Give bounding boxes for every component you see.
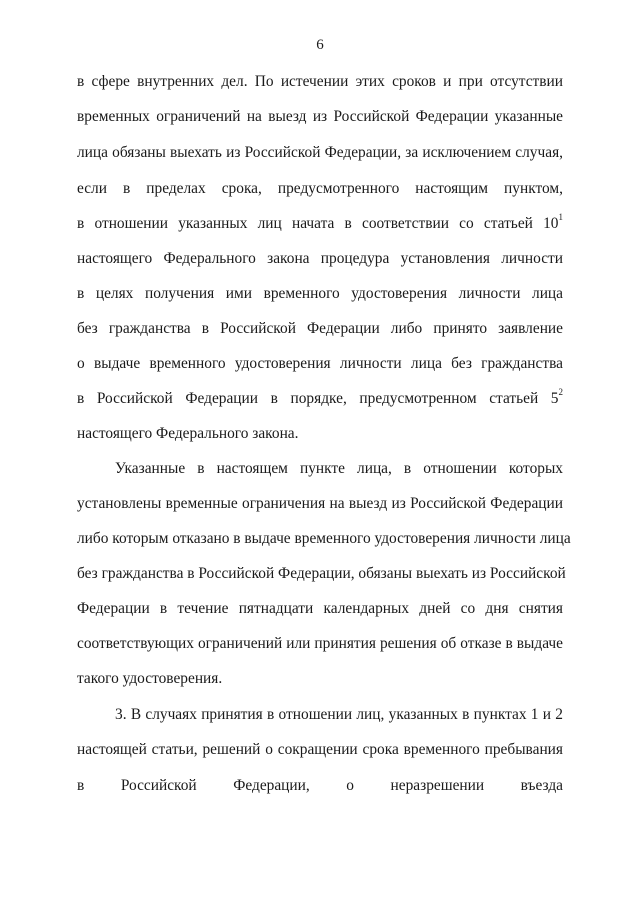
- text-line: без гражданства в Российской Федерации либо принято заявление: [77, 320, 563, 337]
- text-line: такого удостоверения.: [77, 670, 223, 687]
- text-line: настоящей статьи, решений о сокращении срока временного пребывания: [77, 741, 563, 758]
- text-line-content: в Российской Федерации в порядке, предусмотренном статьей 5: [77, 390, 559, 407]
- text-line: о выдаче временного удостоверения личности лица без гражданства: [77, 355, 563, 372]
- text-line: установлены временные ограничения на выезд из Российской Федерации: [77, 495, 563, 512]
- text-line: без гражданства в Российской Федерации, обязаны выехать из Российской: [77, 565, 566, 582]
- text-line: временных ограничений на выезд из Российской Федерации указанные: [77, 108, 563, 125]
- text-line: в сфере внутренних дел. По истечении этих сроков и при отсутствии: [77, 73, 563, 90]
- text-line: [77, 386, 563, 408]
- text-line: соответствующих ограничений или принятия решения об отказе в выдаче: [77, 635, 563, 652]
- text-line: лица обязаны выехать из Российской Федерации, за исключением случая,: [77, 144, 563, 161]
- text-line: Указанные в настоящем пункте лица, в отношении которых: [115, 460, 563, 477]
- superscript: 1: [558, 211, 563, 222]
- text-line: настоящего Федерального закона процедура установления личности: [77, 250, 563, 267]
- superscript: 2: [558, 386, 563, 397]
- page-number: 6: [316, 37, 324, 53]
- text-line: либо которым отказано в выдаче временного удостоверения личности лица: [77, 530, 571, 547]
- text-line: если в пределах срока, предусмотренного настоящим пунктом,: [77, 180, 563, 197]
- text-line: 3. В случаях принятия в отношении лиц, указанных в пунктах 1 и 2: [115, 706, 563, 723]
- text-line: в Российской Федерации, о неразрешении въезда: [77, 777, 563, 794]
- text-line: настоящего Федерального закона.: [77, 425, 299, 442]
- text-line: [77, 211, 563, 233]
- text-line-content: в отношении указанных лиц начата в соответствии со статьей 10: [77, 215, 559, 232]
- text-line: в целях получения ими временного удостоверения личности лица: [77, 285, 563, 302]
- text-line: Федерации в течение пятнадцати календарных дней со дня снятия: [77, 600, 563, 617]
